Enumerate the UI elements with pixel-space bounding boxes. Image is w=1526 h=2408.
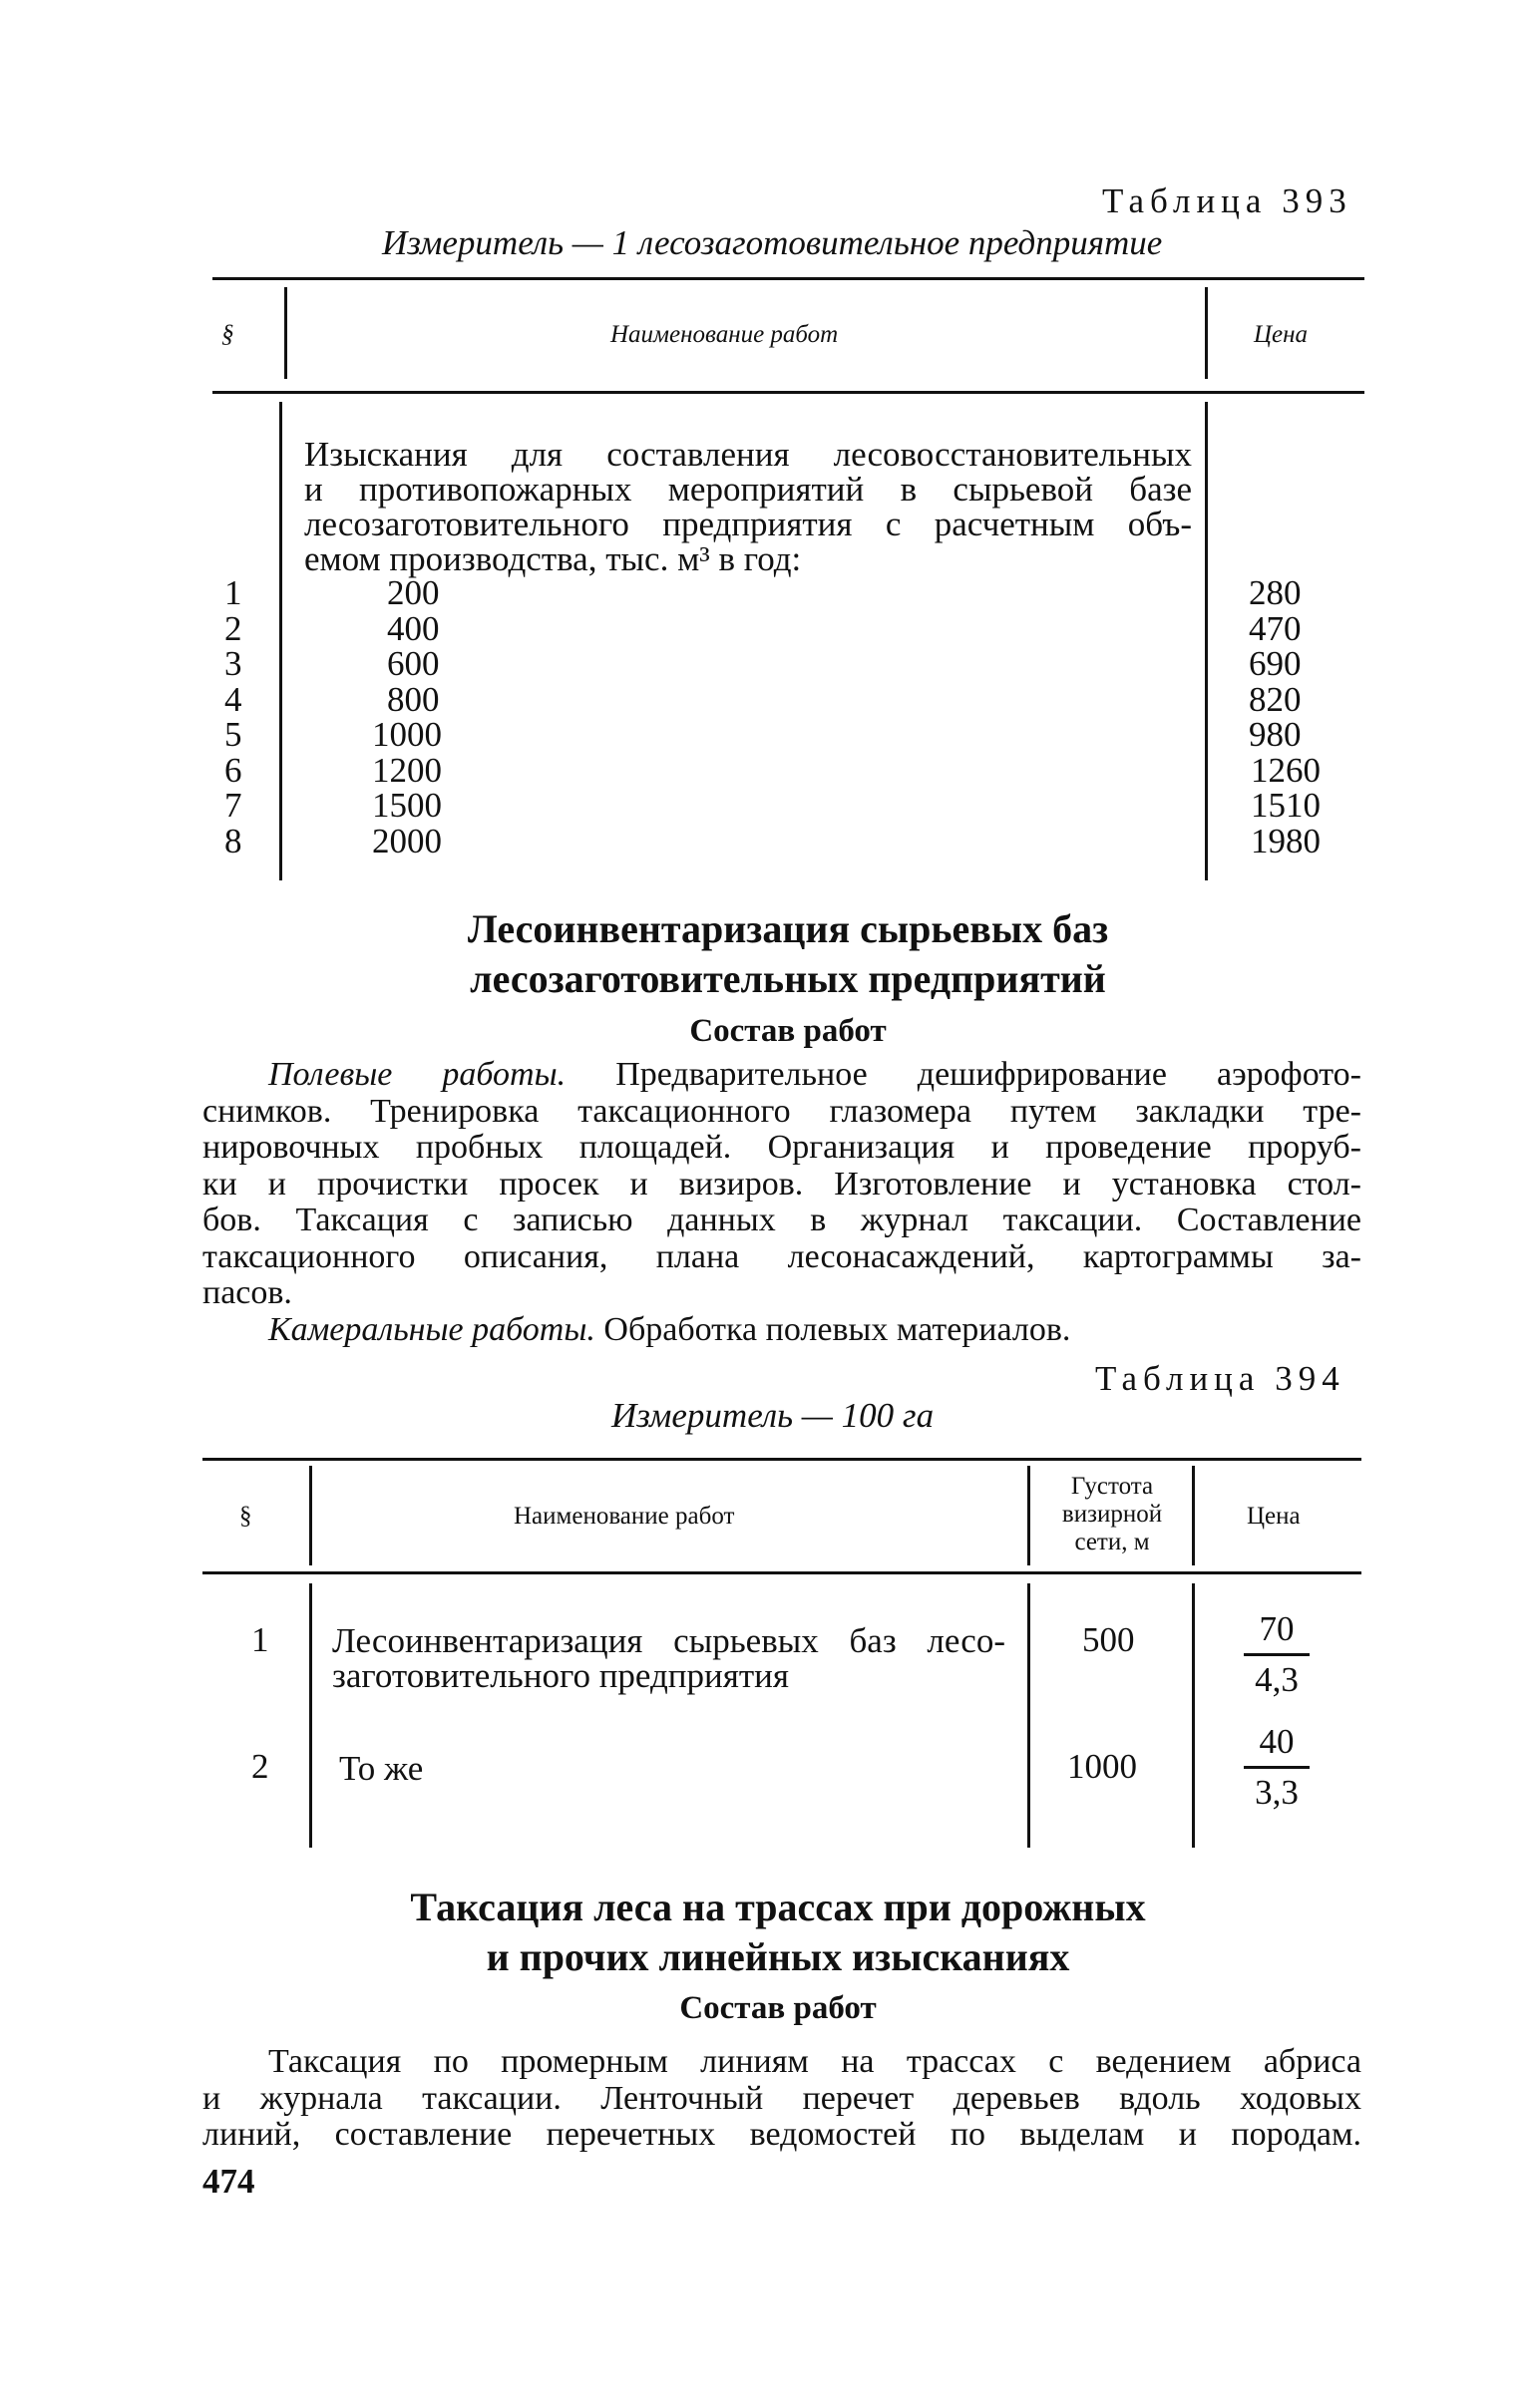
section-2-line: Таксация по промерным линиям на трассах с ведением абриса xyxy=(268,2043,1361,2080)
row-name xyxy=(332,1623,1005,1693)
section-2-body xyxy=(202,2044,1361,2154)
table-393-divider-1-body xyxy=(279,402,282,880)
table-393-divider-1 xyxy=(284,287,287,379)
row-name-line: Лесоинвентаризация сырьевых баз лесо- xyxy=(332,1621,1005,1660)
table-393-header-price: Цена xyxy=(1254,321,1309,348)
row-volume: 1200 xyxy=(372,750,442,790)
row-price: 690 xyxy=(1249,644,1302,683)
table-393-header-rule xyxy=(212,391,1364,394)
row-num: 7 xyxy=(224,786,242,825)
field-works-line: нировочных пробных площадей. Организация и проведение проруб- xyxy=(202,1129,1361,1166)
field-works-line: пасов. xyxy=(202,1274,292,1311)
field-works-line: бов. Таксация с записью данных в журнал таксации. Составление xyxy=(202,1202,1361,1238)
price-numerator: 70 xyxy=(1259,1609,1295,1648)
table-394-label: Таблица 394 xyxy=(1095,1359,1345,1398)
table-394-header-name: Наименование работ xyxy=(514,1503,735,1530)
table-394-header-price: Цена xyxy=(1247,1503,1301,1530)
row-price: 470 xyxy=(1249,608,1302,648)
table-393-header-name: Наименование работ xyxy=(610,321,839,348)
table-394-header-rule xyxy=(202,1571,1361,1574)
field-works-line xyxy=(202,1057,1361,1094)
table-393-top-rule xyxy=(212,277,1364,280)
row-price: 980 xyxy=(1249,715,1302,754)
row-density: 1000 xyxy=(1067,1747,1137,1786)
table-394-divider-3 xyxy=(1192,1466,1195,1565)
row-price-fraction xyxy=(1232,1609,1322,1700)
table-394-header-density xyxy=(1037,1473,1187,1556)
row-num: 2 xyxy=(224,608,242,648)
table-393-intro-line: лесозаготовительного предприятия с расчетным объ- xyxy=(304,505,1192,543)
section-1-title xyxy=(0,904,1526,1004)
table-394-header-num: § xyxy=(239,1503,252,1530)
page-number: 474 xyxy=(202,2162,255,2201)
row-num: 6 xyxy=(224,750,242,790)
section-2-title-line: Таксация леса на трассах при дорожных xyxy=(410,1885,1146,1929)
row-volume: 1000 xyxy=(372,715,442,754)
table-394-divider-1 xyxy=(309,1466,312,1565)
table-393-divider-2 xyxy=(1205,287,1208,379)
row-num: 1 xyxy=(251,1620,269,1659)
section-2-subtitle: Состав работ xyxy=(679,1990,877,2026)
row-density: 500 xyxy=(1082,1620,1135,1659)
table-393-measure: Измеритель — 1 лесозаготовительное предприятие xyxy=(382,223,1163,262)
row-volume: 200 xyxy=(387,573,440,612)
section-2-line: и журнала таксации. Ленточный перечет деревьев вдоль ходовых xyxy=(202,2079,1361,2117)
table-394-top-rule xyxy=(202,1458,1361,1461)
row-price-fraction xyxy=(1232,1722,1322,1813)
table-394-divider-2-body xyxy=(1027,1583,1030,1848)
section-1-title-line: Лесоинвентаризация сырьевых баз xyxy=(467,906,1109,951)
price-denominator: 3,3 xyxy=(1255,1773,1299,1812)
fraction-bar xyxy=(1244,1766,1310,1769)
section-1-title-line: лесозаготовительных предприятий xyxy=(470,956,1106,1001)
table-394-divider-3-body xyxy=(1192,1583,1195,1848)
row-num: 5 xyxy=(224,715,242,754)
row-name-line: То же xyxy=(339,1749,424,1788)
field-works-text: Предварительное дешифрирование аэрофото- xyxy=(566,1056,1361,1093)
row-volume: 1500 xyxy=(372,786,442,825)
density-header-line: Густота xyxy=(1070,1473,1154,1500)
table-393-label: Таблица 393 xyxy=(1102,181,1352,220)
fraction-bar xyxy=(1244,1653,1310,1656)
row-price: 820 xyxy=(1249,679,1302,719)
row-name-line: заготовительного предприятия xyxy=(332,1656,789,1695)
density-header-line: визирной xyxy=(1061,1501,1163,1528)
section-2-line: линий, составление перечетных ведомостей по выделам и породам. xyxy=(202,2116,1361,2153)
row-volume: 800 xyxy=(387,679,440,719)
row-price: 1980 xyxy=(1251,821,1321,860)
row-volume: 600 xyxy=(387,644,440,683)
row-price: 280 xyxy=(1249,573,1302,612)
field-works-line: таксационного описания, плана лесонасаждений, картограммы за- xyxy=(202,1237,1361,1275)
section-2-title-line: и прочих линейных изысканиях xyxy=(486,1934,1070,1979)
row-name xyxy=(339,1751,997,1786)
table-393-intro xyxy=(304,437,1192,576)
field-works-line: снимков. Тренировка таксационного глазомера путем закладки тре- xyxy=(202,1092,1361,1130)
row-volume: 400 xyxy=(387,608,440,648)
row-num: 1 xyxy=(224,573,242,612)
table-394-divider-2 xyxy=(1027,1466,1030,1565)
row-volume: 2000 xyxy=(372,821,442,860)
table-393-intro-line: и противопожарных мероприятий в сырьевой базе xyxy=(304,470,1192,509)
table-393-divider-2-body xyxy=(1205,402,1208,880)
row-num: 4 xyxy=(224,679,242,719)
row-num: 3 xyxy=(224,644,242,683)
row-num: 8 xyxy=(224,821,242,860)
section-1-body xyxy=(202,1057,1361,1348)
office-works-text: Обработка полевых материалов. xyxy=(594,1310,1071,1348)
office-works-label: Камеральные работы. xyxy=(268,1310,595,1348)
table-394-divider-1-body xyxy=(309,1583,312,1848)
field-works-line: ки и прочистки просек и визиров. Изготовление и установка стол- xyxy=(202,1165,1361,1203)
price-denominator: 4,3 xyxy=(1255,1660,1299,1699)
section-1-subtitle: Состав работ xyxy=(689,1013,887,1049)
row-price: 1510 xyxy=(1251,786,1321,825)
row-num: 2 xyxy=(251,1747,269,1786)
row-price: 1260 xyxy=(1251,750,1321,790)
table-393-header-num: § xyxy=(221,321,234,348)
field-works-label: Полевые работы. xyxy=(268,1056,567,1093)
price-numerator: 40 xyxy=(1259,1722,1295,1761)
density-header-line: сети, м xyxy=(1074,1529,1150,1555)
section-2-title xyxy=(0,1883,1526,1982)
table-393-intro-line: Изыскания для составления лесовосстановительных xyxy=(304,435,1192,474)
table-394-measure: Измеритель — 100 га xyxy=(611,1396,935,1435)
office-works-line xyxy=(202,1312,1361,1349)
table-393-intro-line: емом производства, тыс. м³ в год: xyxy=(304,539,802,578)
